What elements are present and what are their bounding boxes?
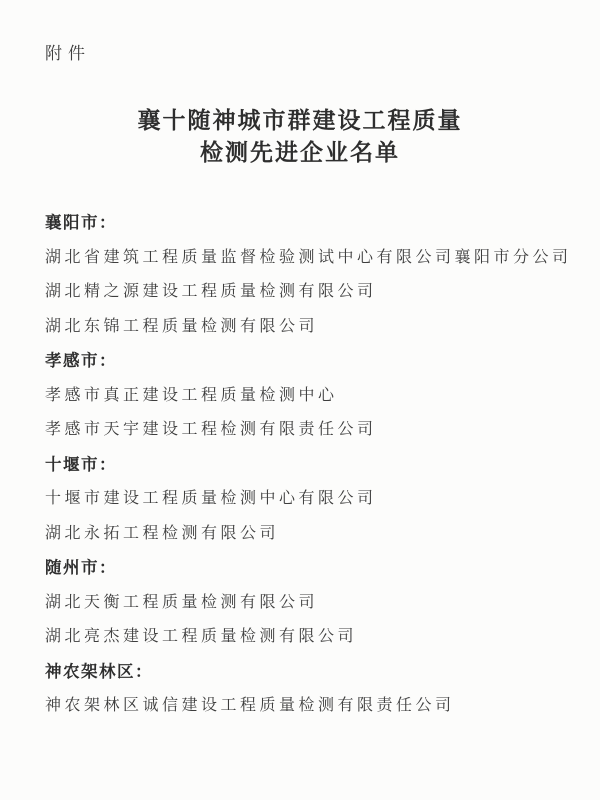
company-item: 孝感市天宇建设工程检测有限责任公司: [45, 421, 377, 438]
company-item: 十堰市建设工程质量检测中心有限公司: [45, 490, 377, 507]
title-line-1: 襄十随神城市群建设工程质量: [137, 108, 463, 133]
company-item: 湖北省建筑工程质量监督检验测试中心有限公司襄阳市分公司: [45, 248, 572, 266]
company-item: 湖北天衡工程质量检测有限公司: [45, 593, 319, 611]
section-header-xiangyang: 襄阳市：: [45, 214, 117, 232]
section-header-shennongjia: 神农架林区：: [45, 662, 153, 681]
company-item: 湖北精之源建设工程质量检测有限公司: [45, 283, 377, 300]
section-header-shiyan: 十堰市：: [45, 455, 117, 474]
company-item: 孝感市真正建设工程质量检测中心: [45, 386, 338, 404]
company-item: 湖北永拓工程检测有限公司: [45, 524, 280, 542]
company-item: 神农架林区诚信建设工程质量检测有限责任公司: [45, 697, 455, 714]
document-title: [0, 105, 600, 169]
title-line-2: 检测先进企业名单: [200, 140, 400, 165]
enterprise-list: [45, 206, 570, 724]
section-header-xiaogan: 孝感市：: [45, 352, 117, 370]
section-header-suizhou: 随州市：: [45, 559, 117, 577]
attachment-label: 附件: [45, 44, 91, 63]
company-item: 湖北亮杰建设工程质量检测有限公司: [45, 628, 358, 645]
company-item: 湖北东锦工程质量检测有限公司: [45, 317, 319, 335]
